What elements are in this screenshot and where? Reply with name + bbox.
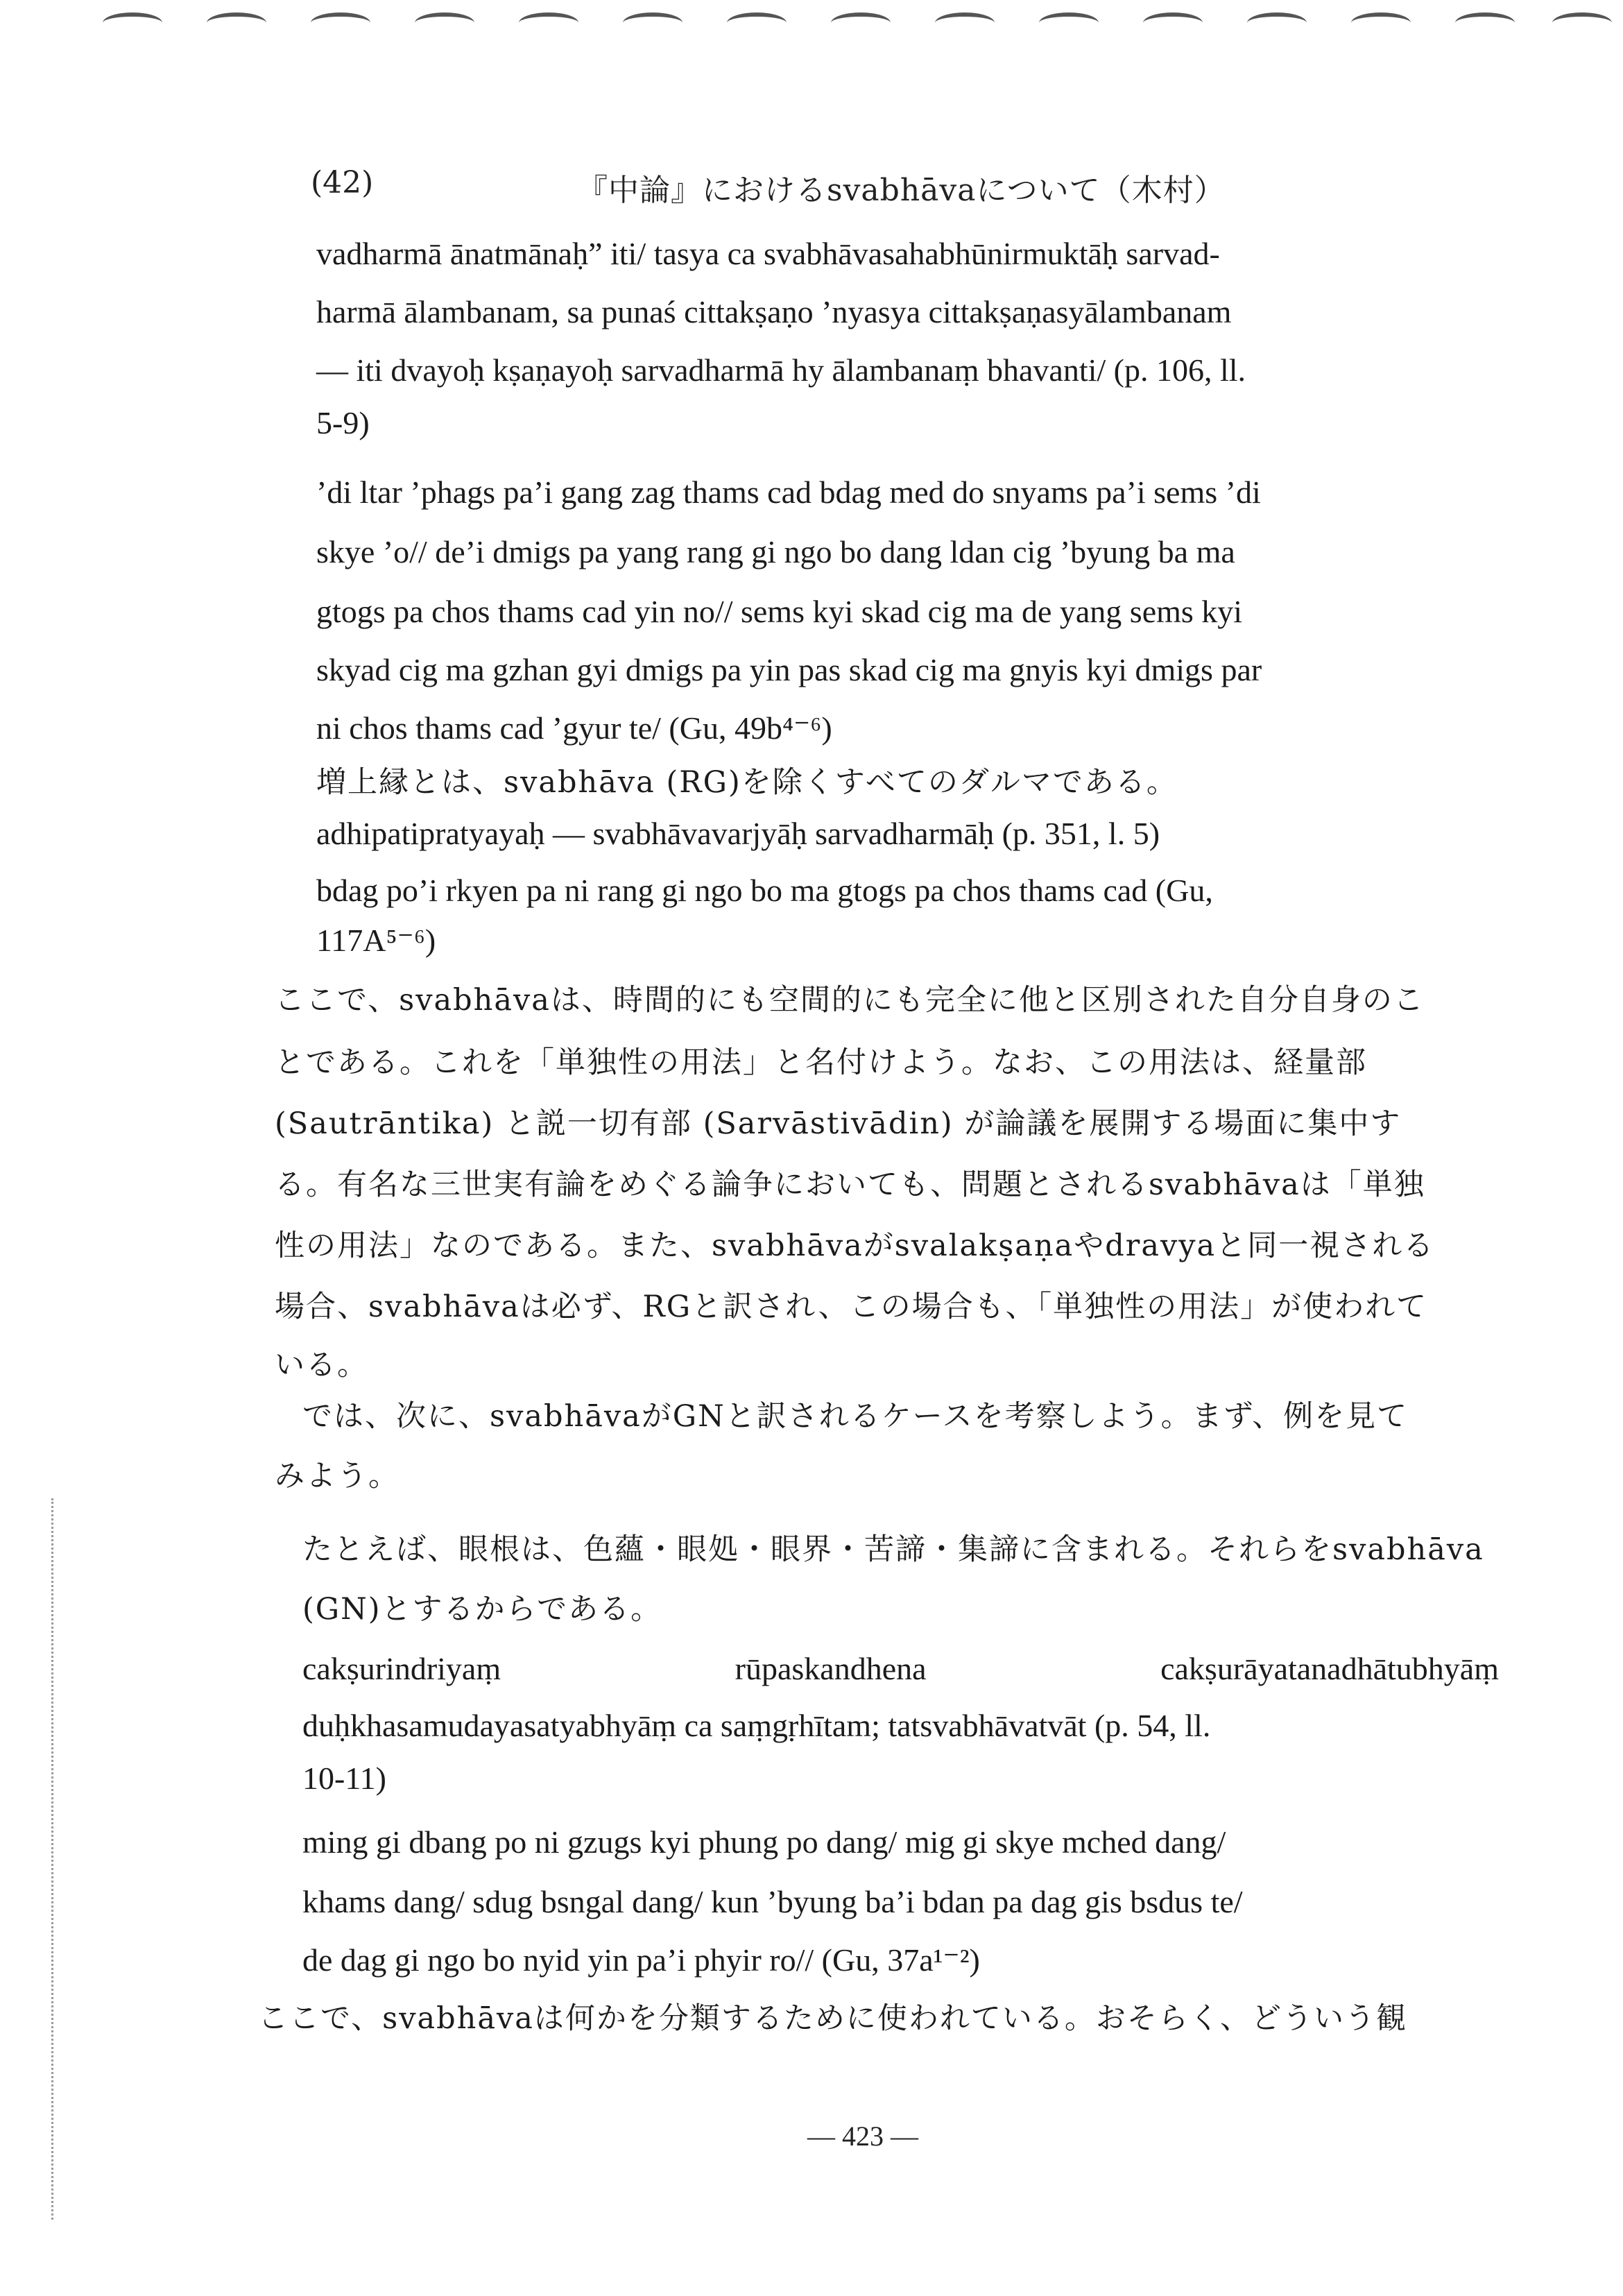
scan-margin-noise bbox=[51, 1498, 60, 2220]
text-line: gtogs pa chos thams cad yin no// sems kyi skad cig ma de yang sems kyi bbox=[316, 594, 1243, 629]
text-line: bdag po’i rkyen pa ni rang gi ngo bo ma gtogs pa chos thams cad (Gu, bbox=[316, 873, 1213, 908]
text-line: では、次に、svabhāvaがGNと訳されるケースを考察しよう。まず、例を見て bbox=[302, 1399, 1409, 1434]
text-line: とである。これを「単独性の用法」と名付けよう。なお、この用法は、経量部 bbox=[275, 1045, 1367, 1080]
hole-mark bbox=[207, 12, 266, 33]
text-line: (Sautrāntika) と説一切有部 (Sarvāstivādin) が論議を展開する場面に集中す bbox=[275, 1106, 1402, 1141]
hole-mark bbox=[935, 12, 995, 33]
text-line: ’di ltar ’phags pa’i gang zag thams cad bdag med do snyams pa’i sems ’di bbox=[316, 474, 1261, 510]
text-line: 10-11) bbox=[302, 1760, 386, 1796]
text-line: duḥkhasamudayasatyabhyāṃ ca saṃgṛhītam; tatsvabhāvatvāt (p. 54, ll. bbox=[302, 1708, 1211, 1743]
text-line: ここで、svabhāvaは、時間的にも空間的にも完全に他と区別された自分自身のこ bbox=[275, 983, 1425, 1018]
text-line: khams dang/ sdug bsngal dang/ kun ’byung ba’i bdan pa dag gis bsdus te/ bbox=[302, 1884, 1243, 1919]
hole-mark bbox=[1552, 12, 1612, 33]
text-line: — iti dvayoḥ kṣaṇayoḥ sarvadharmā hy ālambanaṃ bhavanti/ (p. 106, ll. bbox=[316, 352, 1246, 388]
running-title: 『中論』におけるsvabhāvaについて（木村） bbox=[577, 173, 1226, 208]
hole-mark bbox=[623, 12, 682, 33]
text-line: 117A⁵⁻⁶) bbox=[316, 923, 436, 958]
text-span: cakṣurindriyaṃ bbox=[302, 1651, 501, 1686]
text-line: る。有名な三世実有論をめぐる論争においても、問題とされるsvabhāvaは「単独 bbox=[275, 1167, 1425, 1202]
text-line: adhipatipratyayaḥ — svabhāvavarjyāḥ sarvadharmāḥ (p. 351, l. 5) bbox=[316, 816, 1160, 851]
hole-mark bbox=[1039, 12, 1099, 33]
text-line: de dag gi ngo bo nyid yin pa’i phyir ro// (Gu, 37a¹⁻²) bbox=[302, 1942, 980, 1978]
text-line: みよう。 bbox=[275, 1459, 400, 1493]
hole-mark bbox=[727, 12, 787, 33]
text-line: ming gi dbang po ni gzugs kyi phung po dang/ mig gi skye mched dang/ bbox=[302, 1824, 1226, 1860]
text-line: 5-9) bbox=[316, 405, 370, 440]
text-line: 増上縁とは、svabhāva (RG)を除くすべてのダルマである。 bbox=[316, 765, 1178, 800]
text-line: 場合、svabhāvaは必ず、RGと訳され、この場合も、「単独性の用法」が使われて bbox=[275, 1290, 1428, 1324]
running-header bbox=[311, 165, 1351, 214]
hole-mark bbox=[103, 12, 162, 33]
text-line: たとえば、眼根は、色蘊・眼処・眼界・苦諦・集諦に含まれる。それらをsvabhāva bbox=[302, 1532, 1484, 1567]
text-span: rūpaskandhena bbox=[735, 1651, 927, 1686]
hole-mark bbox=[1351, 12, 1411, 33]
hole-mark bbox=[831, 12, 891, 33]
text-line: 性の用法」なのである。また、svabhāvaがsvalakṣaṇaやdravyaと同一視される bbox=[275, 1228, 1435, 1263]
text-line: いる。 bbox=[275, 1348, 368, 1382]
text-line: harmā ālambanam, sa punaś cittakṣaṇo ’nyasya cittakṣaṇasyālambanam bbox=[316, 294, 1232, 329]
page-folio: — 423 — bbox=[807, 2121, 918, 2152]
hole-mark bbox=[1455, 12, 1515, 33]
hole-mark bbox=[311, 12, 370, 33]
hole-mark bbox=[1143, 12, 1203, 33]
header-page-number: (42) bbox=[311, 165, 374, 200]
text-line-justified bbox=[302, 1648, 1499, 1690]
hole-mark bbox=[1247, 12, 1307, 33]
text-line: skyad cig ma gzhan gyi dmigs pa yin pas skad cig ma gnyis kyi dmigs par bbox=[316, 652, 1262, 687]
hole-mark bbox=[519, 12, 578, 33]
text-line: vadharmā ānatmānaḥ” iti/ tasya ca svabhāvasahabhūnirmuktāḥ sarvad- bbox=[316, 236, 1220, 271]
binder-hole-marks bbox=[0, 12, 1623, 40]
text-line: (GN)とするからである。 bbox=[302, 1592, 662, 1627]
hole-mark bbox=[415, 12, 474, 33]
text-line: skye ’o// de’i dmigs pa yang rang gi ngo bo dang ldan cig ’byung ba ma bbox=[316, 534, 1235, 569]
text-line: ni chos thams cad ’gyur te/ (Gu, 49b⁴⁻⁶) bbox=[316, 710, 832, 746]
text-line: ここで、svabhāvaは何かを分類するために使われている。おそらく、どういう観 bbox=[258, 2001, 1408, 2036]
text-span: cakṣurāyatanadhātubhyāṃ bbox=[1160, 1651, 1499, 1686]
